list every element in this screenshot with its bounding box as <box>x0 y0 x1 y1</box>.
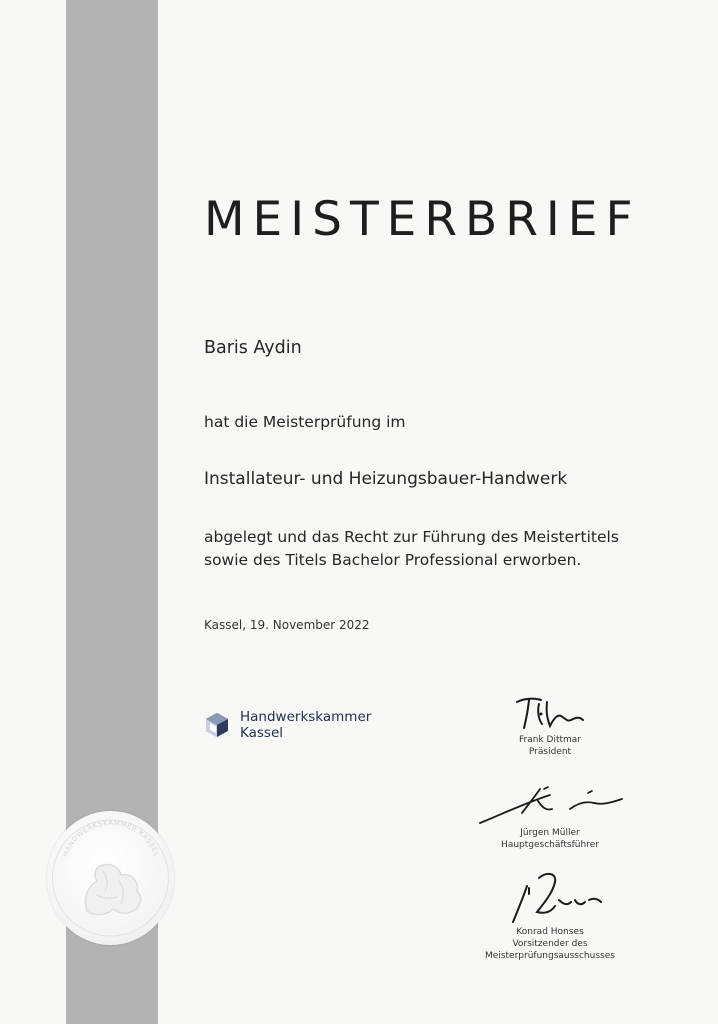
result-line-2: sowie des Titels Bachelor Professional erworben. <box>204 551 582 569</box>
signatory-role: Präsident <box>528 747 572 757</box>
certificate-title: MEISTERBRIEF <box>204 192 641 247</box>
signatory-name: Frank Dittmar <box>519 735 581 745</box>
issuer-name-line-1: Handwerkskammer <box>240 709 372 725</box>
signatory-caption <box>440 926 660 962</box>
handwritten-signature <box>470 783 630 827</box>
handwritten-signature <box>495 690 605 734</box>
handwritten-signature <box>485 868 615 926</box>
place-date: Kassel, 19. November 2022 <box>204 618 370 632</box>
signature-block-exam-chair <box>440 868 660 962</box>
signatory-name: Jürgen Müller <box>520 828 580 838</box>
result-line-1: abgelegt und das Recht zur Führung des Meistertitels <box>204 528 619 546</box>
issuer-name <box>240 709 371 741</box>
result-statement <box>204 526 619 572</box>
intro-line: hat die Meisterprüfung im <box>204 413 406 431</box>
trade-name: Installateur- und Heizungsbauer-Handwerk <box>204 469 568 489</box>
signatory-name: Konrad Honses <box>516 927 584 937</box>
signature-block-managing-director <box>440 783 660 851</box>
signatory-caption <box>440 827 660 851</box>
lion-emblem-icon <box>47 811 174 945</box>
recipient-name: Baris Aydin <box>204 338 302 358</box>
embossed-seal <box>47 811 174 945</box>
signatory-caption <box>440 734 660 758</box>
svg-text:HANDWERKSKAMMER KASSEL: HANDWERKSKAMMER KASSEL <box>61 818 161 858</box>
issuer-name-line-2: Kassel <box>240 725 284 741</box>
signatory-role-line-2: Meisterprüfungsausschusses <box>485 951 615 961</box>
signature-block-president <box>440 690 660 758</box>
signatory-role: Hauptgeschäftsführer <box>501 840 599 850</box>
hexagon-cube-icon <box>204 712 230 738</box>
signatory-role-line-1: Vorsitzender des <box>512 939 588 949</box>
